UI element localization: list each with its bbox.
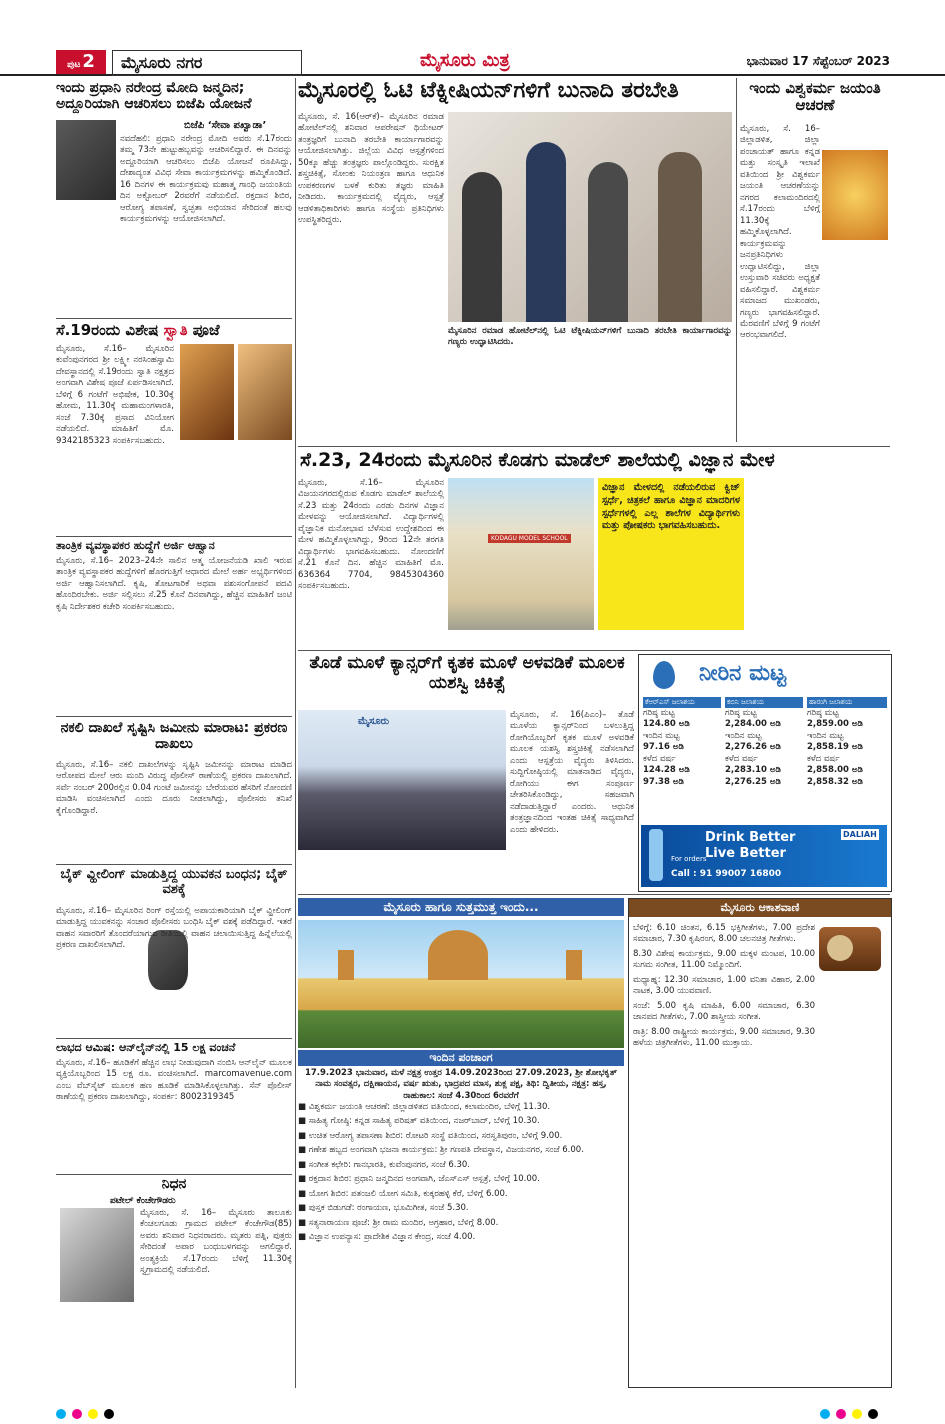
otech-person (462, 172, 502, 322)
ad-line2: Live Better (705, 846, 786, 861)
obituary-heading: ನಿಧನ (161, 1176, 187, 1192)
divider (56, 318, 292, 319)
press-meet-banner: ಮೈಸೂರು (358, 716, 390, 727)
fake-land-headline: ನಕಲಿ ದಾಖಲೆ ಸೃಷ್ಟಿಸಿ ಜಮೀನು ಮಾರಾಟ: ಪ್ರಕರಣ ದಾಖಲು (60, 720, 288, 753)
black-dot (868, 1409, 878, 1419)
modi-headline: ಇಂದು ಪ್ರಧಾನಿ ನರೇಂದ್ರ ಮೋದಿ ಜನ್ಮದಿನ; ಅದ್ದೂರಿಯಾಗಿ ಆಚರಿಸಲು ಬಿಜೆಪಿ ಯೋಜನೆ (56, 80, 252, 113)
dam-last: 2,283.10 ಅಡಿ (725, 765, 781, 776)
radio-list (633, 923, 815, 1123)
divider (56, 1174, 292, 1175)
dam-today-label: ಇಂದಿನ ಮಟ್ಟ (807, 730, 844, 741)
issue-date: ಭಾನುವಾರ 17 ಸೆಪ್ಟೆಂಬರ್ 2023 (746, 54, 890, 68)
ad-order-label: For orders (671, 855, 707, 863)
divider (56, 716, 292, 717)
palace-image (298, 920, 624, 1048)
divider (56, 864, 292, 865)
radio-box (628, 898, 892, 1388)
page-number-badge: ಪುಟ 2 (56, 50, 106, 74)
event-item: ■ ವಿಜ್ಞಾನ ಉಪನ್ಯಾಸ: ಪ್ರಾದೇಶಿಕ ವಿಜ್ಞಾನ ಕೇಂದ್ರ, ಸಂಜೆ 4.00. (298, 1232, 476, 1243)
otech-person (526, 142, 566, 322)
divider (56, 1038, 292, 1039)
science-fair-body-cont (748, 478, 890, 646)
palace-dome (428, 930, 488, 980)
events-banner: ಮೈಸೂರು ಹಾಗೂ ಸುತ್ತಮುತ್ತ ಇಂದು... (298, 898, 624, 916)
water-level-title: ನೀರಿನ ಮಟ್ಟ (699, 661, 786, 686)
science-fair-body-bottom (448, 634, 744, 646)
event-item: ■ ಸತ್ಯನಾರಾಯಣ ಪೂಜೆ: ಶ್ರೀ ರಾಮ ಮಂದಿರ, ಅಗ್ರಹಾರ, ಬೆಳಿಗ್ಗೆ 8.00. (298, 1217, 499, 1228)
dam-today: 2,858.19 ಅಡಿ (807, 742, 863, 753)
otech-headline: ಮೈಸೂರಲ್ಲಿ ಓಟಿ ಟೆಕ್ನೀಷಿಯನ್‌ಗಳಿಗೆ ಬುನಾದಿ ತರಬೇತಿ (298, 78, 679, 103)
event-item: ■ ಗಣೇಶ ಹಬ್ಬದ ಅಂಗವಾಗಿ ಭಜನಾ ಕಾರ್ಯಕ್ರಮ: ಶ್ರೀ ಗಣಪತಿ ದೇವಸ್ಥಾನ, ವಿಜಯನಗರ, ಸಂಜೆ 6.00. (298, 1145, 584, 1156)
otech-person (658, 152, 702, 322)
ad-line1: Drink Better (705, 830, 796, 845)
obituary-body: ಮೈಸೂರು, ಸೆ. 16– ಮೈಸೂರು ತಾಲೂಕು ಕೆಂಚಲಗೂಡು ಗ್ರಾಮದ ಪಟೇಲ್ ಕೆಂಚೇಗೌಡ(85) ಅವರು ಶನಿವಾರ ನಿಧನರಾದರು. ಮೃತರು ಪತ್ನಿ, ಪುತ್ರರು ಸೇರಿದಂತೆ ಅಪಾರ ಬಂಧುಬಳಗವನ್ನು ಅಗಲಿದ್ದಾರೆ. ಅಂತ್ಯಕ್ರಿಯೆ ಸೆ.17ರಂದು ಬೆಳಿಗ್ಗೆ 11.30ಕ್ಕೆ ಸ್ವಗ್ರಾಮದಲ್ಲಿ ನಡೆಯಲಿದೆ. (140, 1208, 292, 1276)
modi-subhead: ಬಿಜೆಪಿ ‘ಸೇವಾ ಪಖ್ವಾಡಾ’ (184, 120, 267, 131)
column-divider (736, 78, 737, 442)
dam-max: 2,284.00 ಅಡಿ (725, 719, 781, 730)
fraud-headline: ಲಾಭದ ಆಮಿಷ: ಆನ್‌ಲೈನ್‌ನಲ್ಲಿ 15 ಲಕ್ಷ ವಂಚನೆ (56, 1041, 236, 1054)
print-registration-marks (56, 1404, 120, 1423)
fraud-body: ಮೈಸೂರು, ಸೆ.16– ಹೂಡಿಕೆಗೆ ಹೆಚ್ಚಿನ ಲಾಭ ನೀಡುವುದಾಗಿ ನಂಬಿಸಿ ಆನ್‌ಲೈನ್ ಮೂಲಕ ವ್ಯಕ್ತಿಯೊಬ್ಬರಿಂದ 15 ಲಕ್ಷ ರೂ. ವಂಚಿಸಲಾಗಿದೆ. marcomavenue.com ಎಂಬ ವೆಬ್‌ಸೈಟ್ ಮೂಲಕ ಹಣ ಹೂಡಿಕೆ ಮಾಡಿಸಿಕೊಳ್ಳಲಾಗಿತ್ತು. ಸೆನ್ ಪೊಲೀಸ್ ಠಾಣೆಯಲ್ಲಿ ಪ್ರಕರಣ ದಾಖಲಾಗಿದ್ದು, ಸಂಪರ್ಕ: 8002319345 (56, 1058, 292, 1103)
dam-inflow: 97.38 ಅಡಿ (643, 776, 684, 787)
column-divider (295, 78, 296, 1388)
otech-event-photo (448, 112, 732, 322)
dam-name: ಕಬಿನಿ ಜಲಾಶಯ (725, 697, 803, 708)
dam-last-label: ಕಳೆದ ವರ್ಷ (807, 753, 840, 764)
cancer-body: ಮೈಸೂರು, ಸೆ. 16(ಪಿಎಂ)– ತೊಡೆ ಮೂಳೆಯ ಕ್ಯಾನ್ಸರ್‌ನಿಂದ ಬಳಲುತ್ತಿದ್ದ ರೋಗಿಯೊಬ್ಬರಿಗೆ ಕೃತಕ ಮೂಳೆ ಅಳವಡಿಕೆ ಮೂಲಕ ಯಶಸ್ವಿ ಶಸ್ತ್ರಚಿಕಿತ್ಸೆ ನಡೆಸಲಾಗಿದೆ ಎಂದು ಆಸ್ಪತ್ರೆಯ ವೈದ್ಯರು ತಿಳಿಸಿದರು. ಸುದ್ದಿಗೋಷ್ಠಿಯಲ್ಲಿ ಮಾತನಾಡಿದ ವೈದ್ಯರು, ರೋಗಿಯು ಈಗ ಸಂಪೂರ್ಣ ಚೇತರಿಸಿಕೊಂಡಿದ್ದು, ಸಹಜವಾಗಿ ನಡೆದಾಡುತ್ತಿದ್ದಾರೆ ಎಂದರು. ಆಧುನಿಕ ತಂತ್ರಜ್ಞಾನದಿಂದ ಇಂತಹ ಚಿಕಿತ್ಸೆ ಸಾಧ್ಯವಾಗಿದೆ ಎಂದು ಹೇಳಿದರು. (510, 710, 634, 835)
dam-today: 2,276.26 ಅಡಿ (725, 742, 781, 753)
dam-max-label: ಗರಿಷ್ಠ ಮಟ್ಟ (725, 708, 757, 718)
divider (56, 536, 292, 537)
dam-max-label: ಗರಿಷ್ಠ ಮಟ್ಟ (643, 708, 675, 718)
dam-last: 2,858.00 ಅಡಿ (807, 765, 863, 776)
divider (298, 650, 890, 651)
event-item: ■ ವಿಶ್ವಕರ್ಮ ಜಯಂತಿ ಆಚರಣೆ: ಜಿಲ್ಲಾಡಳಿತದ ವತಿಯಿಂದ, ಕಲಾಮಂದಿರ, ಬೆಳಿಗ್ಗೆ 11.30. (298, 1102, 551, 1112)
modi-body: ನವದೆಹಲಿ: ಪ್ರಧಾನಿ ನರೇಂದ್ರ ಮೋದಿ ಅವರು ಸೆ.17ರಂದು ತಮ್ಮ 73ನೇ ಹುಟ್ಟುಹಬ್ಬವನ್ನು ಆಚರಿಸಲಿದ್ದಾರೆ. ಈ ದಿನವನ್ನು ಅದ್ದೂರಿಯಾಗಿ ಆಚರಿಸಲು ಬಿಜೆಪಿ ಯೋಜನೆ ರೂಪಿಸಿದ್ದು, ದೇಶಾದ್ಯಂತ ವಿವಿಧ ಸೇವಾ ಕಾರ್ಯಕ್ರಮಗಳನ್ನು ಹಮ್ಮಿಕೊಂಡಿದೆ. 16 ದಿನಗಳ ಈ ಕಾರ್ಯಕ್ರಮವು ಮಹಾತ್ಮ ಗಾಂಧಿ ಜಯಂತಿಯ ದಿನ ಅಕ್ಟೋಬರ್ 2ರವರೆಗೆ ನಡೆಯಲಿದೆ. ರಕ್ತದಾನ ಶಿಬಿರ, ಆರೋಗ್ಯ ತಪಾಸಣೆ, ಸ್ವಚ್ಛತಾ ಅಭಿಯಾನ ಸೇರಿದಂತೆ ಹಲವು ಕಾರ್ಯಕ್ರಮಗಳನ್ನು ಆಯೋಜಿಸಲಾಗಿದೆ. (120, 134, 292, 225)
panchanga-text: 17.9.2023 ಭಾನುವಾರ, ಮಳೆ ನಕ್ಷತ್ರ ಉತ್ತರ 14.09.2023ರಿಂದ 27.09.2023, ಶ್ರೀ ಶೋಭಕೃತ್ ನಾಮ ಸಂವತ್ಸರ, ದಕ್ಷಿಣಾಯನ, ವರ್ಷ ಋತು, ಭಾದ್ರಪದ ಮಾಸ, ಶುಕ್ಲ ಪಕ್ಷ, ತಿಥಿ: ದ್ವಿತೀಯ, ನಕ್ಷತ್ರ: ಹಸ್ತ, ರಾಹುಕಾಲ: ಸಂಜೆ 4.30ರಿಂದ 6ರವರೆಗೆ (304, 1068, 618, 1101)
radio-item: ಸಂಜೆ: 5.00 ಕೃಷಿ ಮಾಹಿತಿ, 6.00 ಸಮಾಚಾರ, 6.30 ಜಾನಪದ ಗೀತೆಗಳು, 7.00 ಶಾಸ್ತ್ರೀಯ ಸಂಗೀತ. (633, 1000, 815, 1023)
dam-name: ಕೆಆರ್‌ಎಸ್ ಜಲಾಶಯ (643, 697, 721, 708)
dam-krs (643, 697, 721, 788)
radio-item: 8.30 ವಿಶೇಷ ಕಾರ್ಯಕ್ರಮ, 9.00 ಮಕ್ಕಳ ಮಂಟಪ, 10.00 ಸುಗಮ ಸಂಗೀತ, 11.00 ನಿಮ್ಮೊಂದಿಗೆ. (633, 948, 815, 971)
radio-title: ಮೈಸೂರು ಆಕಾಶವಾಣಿ (629, 899, 891, 917)
dam-today: 97.16 ಅಡಿ (643, 742, 684, 753)
dam-inflow: 2,276.25 ಅಡಿ (725, 776, 781, 787)
obituary-name: ಪಟೇಲ್ ಕೆಂಚೇಗೌಡರು (110, 1196, 176, 1206)
dam-name: ಹಾರಂಗಿ ಜಲಾಶಯ (807, 697, 887, 708)
section-title: ಮೈಸೂರು ನಗರ (112, 50, 302, 76)
bike-body: ಮೈಸೂರು, ಸೆ.16– ಮೈಸೂರಿನ ರಿಂಗ್ ರಸ್ತೆಯಲ್ಲಿ ಅಪಾಯಕಾರಿಯಾಗಿ ಬೈಕ್ ವ್ಹೀಲಿಂಗ್ ಮಾಡುತ್ತಿದ್ದ ಯುವಕನನ್ನು ಸಂಚಾರ ಪೊಲೀಸರು ಬಂಧಿಸಿ ಬೈಕ್ ವಶಕ್ಕೆ ಪಡೆದಿದ್ದಾರೆ. ಇತರೆ ವಾಹನ ಸವಾರರಿಗೆ ತೊಂದರೆಯಾಗುವ ರೀತಿಯಲ್ಲಿ ವಾಹನ ಚಲಾಯಿಸುತ್ತಿದ್ದ ಹಿನ್ನೆಲೆಯಲ್ಲಿ ಪ್ರಕರಣ ದಾಖಲಿಸಲಾಗಿದೆ. (56, 906, 292, 951)
tech-headline: ತಾಂತ್ರಿಕ ವ್ಯವಸ್ಥಾಪಕರ ಹುದ್ದೆಗೆ ಅರ್ಜಿ ಆಹ್ವಾನ (56, 539, 215, 552)
ad-bottle-icon (649, 829, 663, 881)
tech-body: ಮೈಸೂರು, ಸೆ.16– 2023–24ನೇ ಸಾಲಿನ ಆತ್ಮ ಯೋಜನೆಯಡಿ ಖಾಲಿ ಇರುವ ತಾಂತ್ರಿಕ ವ್ಯವಸ್ಥಾಪಕರ ಹುದ್ದೆಗಳಿಗೆ ಹೊರಗುತ್ತಿಗೆ ಆಧಾರದ ಮೇಲೆ ಅರ್ಹ ಅಭ್ಯರ್ಥಿಗಳಿಂದ ಅರ್ಜಿ ಆಹ್ವಾನಿಸಲಾಗಿದೆ. ಕೃಷಿ, ತೋಟಗಾರಿಕೆ ಅಥವಾ ಪಶುಸಂಗೋಪನೆ ಪದವಿ ಹೊಂದಿರಬೇಕು. ಅರ್ಜಿ ಸಲ್ಲಿಸಲು ಸೆ.25 ಕೊನೆ ದಿನವಾಗಿದ್ದು, ಹೆಚ್ಚಿನ ಮಾಹಿತಿಗೆ ಜಂಟಿ ಕೃಷಿ ನಿರ್ದೇಶಕರ ಕಚೇರಿ ಸಂಪರ್ಕಿಸಬಹುದು. (56, 556, 292, 612)
swathi-deity-photo (180, 344, 234, 440)
dam-max: 2,859.00 ಅಡಿ (807, 719, 863, 730)
radio-item: ಬೆಳಿಗ್ಗೆ: 6.10 ಚಿಂತನ, 6.15 ಭಕ್ತಿಗೀತೆಗಳು, 7.00 ಪ್ರದೇಶ ಸಮಾಚಾರ, 7.30 ಕೃಷಿರಂಗ, 8.00 ಚಲನಚಿತ್ರ ಗೀತೆಗಳು. (633, 923, 815, 945)
masthead: ಮೈಸೂರು ಮಿತ್ರ (420, 50, 510, 71)
science-fair-body: ಮೈಸೂರು, ಸೆ.16– ಮೈಸೂರಿನ ವಿಜಯನಗರದಲ್ಲಿರುವ ಕೊಡಗು ಮಾಡೆಲ್ ಶಾಲೆಯಲ್ಲಿ ಸೆ.23 ಮತ್ತು 24ರಂದು ಎರಡು ದಿನಗಳ ವಿಜ್ಞಾನ ಮೇಳವನ್ನು ಆಯೋಜಿಸಲಾಗಿದೆ. ವಿದ್ಯಾರ್ಥಿಗಳಲ್ಲಿ ವೈಜ್ಞಾನಿಕ ಮನೋಭಾವ ಬೆಳೆಸುವ ಉದ್ದೇಶದಿಂದ ಈ ಮೇಳ ಹಮ್ಮಿಕೊಳ್ಳಲಾಗಿದ್ದು, 9ರಿಂದ 12ನೇ ತರಗತಿ ವಿದ್ಯಾರ್ಥಿಗಳು ಭಾಗವಹಿಸಬಹುದು. ನೋಂದಣಿಗೆ ಸೆ.21 ಕೊನೆ ದಿನ. ಹೆಚ್ಚಿನ ಮಾಹಿತಿಗೆ ಮೊ. 636364 7704, 9845304360 ಸಂಪರ್ಕಿಸಬಹುದು. (298, 478, 444, 592)
science-fair-headline: ಸೆ.23, 24ರಂದು ಮೈಸೂರಿನ ಕೊಡಗು ಮಾಡೆಲ್ ಶಾಲೆಯಲ್ಲಿ ವಿಜ್ಞಾನ ಮೇಳ (300, 449, 775, 471)
palace-tower-left (338, 950, 354, 980)
modi-photo (56, 120, 116, 200)
palace-tower-right (566, 950, 582, 980)
event-item: ■ ಸಾಹಿತ್ಯ ಗೋಷ್ಠಿ: ಕನ್ನಡ ಸಾಹಿತ್ಯ ಪರಿಷತ್ ವತಿಯಿಂದ, ನಜರ್‌ಬಾದ್, ಬೆಳಿಗ್ಗೆ 10.30. (298, 1116, 540, 1127)
school-sign: KODAGU MODEL SCHOOL (488, 534, 571, 543)
event-item: ■ ಉಚಿತ ಆರೋಗ್ಯ ತಪಾಸಣಾ ಶಿಬಿರ: ರೋಟರಿ ಸಂಸ್ಥೆ ವತಿಯಿಂದ, ಸರಸ್ವತಿಪುರಂ, ಬೆಳಿಗ್ಗೆ 9.00. (298, 1130, 563, 1141)
event-item: ■ ಯೋಗ ಶಿಬಿರ: ಪತಂಜಲಿ ಯೋಗ ಸಮಿತಿ, ಕುಕ್ಕರಹಳ್ಳಿ ಕೆರೆ, ಬೆಳಿಗ್ಗೆ 6.00. (298, 1188, 508, 1199)
dam-last-label: ಕಳೆದ ವರ್ಷ (725, 753, 758, 764)
dam-last-label: ಕಳೆದ ವರ್ಷ (643, 753, 676, 764)
black-dot (104, 1409, 114, 1419)
swathi-priest-photo (238, 344, 292, 440)
radio-speaker (827, 935, 853, 961)
vishwakarma-body-cont (740, 248, 890, 442)
water-drop-icon (653, 661, 675, 689)
press-meet-photo (298, 710, 506, 850)
cancer-body-cont (298, 854, 634, 890)
cyan-dot (820, 1409, 830, 1419)
dam-today-label: ಇಂದಿನ ಮಟ್ಟ (725, 730, 762, 741)
cancer-headline: ತೊಡೆ ಮೂಳೆ ಕ್ಯಾನ್ಸರ್‌ಗೆ ಕೃತಕ ಮೂಳೆ ಅಳವಡಿಕೆ ಮೂಲಕ ಯಶಸ್ವಿ ಚಿಕಿತ್ಸೆ (309, 653, 625, 693)
radio-item: ರಾತ್ರಿ: 8.00 ರಾಷ್ಟ್ರೀಯ ಕಾರ್ಯಕ್ರಮ, 9.00 ಸಮಾಚಾರ, 9.30 ಹಳೆಯ ಚಿತ್ರಗೀತೆಗಳು, 11.00 ಮುಕ್ತಾಯ. (633, 1026, 815, 1049)
science-fair-callout: ವಿಜ್ಞಾನ ಮೇಳದಲ್ಲಿ ನಡೆಯಲಿರುವ ಕ್ವಿಜ್ ಸ್ಪರ್ಧೆ, ಚಿತ್ರಕಲೆ ಹಾಗೂ ವಿಜ್ಞಾನ ಮಾದರಿಗಳ ಸ್ಪರ್ಧೆಗಳಲ್ಲಿ ಎಲ್ಲ ಶಾಲೆಗಳ ವಿದ್ಯಾರ್ಥಿಗಳು ಮತ್ತು ಪೋಷಕರು ಭಾಗವಹಿಸಬಹುದು. (598, 478, 744, 630)
radio-icon (819, 927, 881, 971)
cyan-dot (56, 1409, 66, 1419)
event-item: ■ ಪುಸ್ತಕ ಬಿಡುಗಡೆ: ರಂಗಾಯಣ, ಭೂಮಿಗೀತ, ಸಂಜೆ 5.30. (298, 1203, 469, 1214)
water-level-box (638, 654, 892, 892)
water-ad (641, 825, 887, 887)
swathi-headline: ಸೆ.19ರಂದು ವಿಶೇಷ ಸ್ವಾತಿ ಪೂಜೆ (56, 321, 220, 339)
otech-caption: ಮೈಸೂರಿನ ರಮಾಡ ಹೋಟೆಲ್‌ನಲ್ಲಿ ಓಟಿ ಟೆಕ್ನೀಷಿಯನ್‌ಗಳಿಗೆ ಬುನಾದಿ ತರಬೇತಿ ಕಾರ್ಯಾಗಾರವನ್ನು ಗಣ್ಯರು ಉದ್ಘಾಟಿಸಿದರು. (448, 326, 732, 348)
vishwakarma-headline: ಇಂದು ವಿಶ್ವಕರ್ಮ ಜಯಂತಿ ಆಚರಣೆ (749, 79, 881, 115)
yellow-dot (852, 1409, 862, 1419)
magenta-dot (836, 1409, 846, 1419)
otech-body-cont (448, 370, 732, 442)
otech-person (588, 162, 628, 322)
ad-brand: DALIAH (843, 830, 877, 839)
event-item: ■ ಸಂಗೀತ ಕಛೇರಿ: ಗಾನಭಾರತಿ, ಕುವೆಂಪುನಗರ, ಸಂಜೆ 6.30. (298, 1159, 470, 1170)
dam-kabini (725, 697, 803, 788)
events-list (298, 1102, 624, 1386)
ad-phone: Call : 91 99007 16800 (671, 869, 782, 879)
magenta-dot (72, 1409, 82, 1419)
divider (298, 446, 890, 447)
school-building-photo (448, 478, 594, 630)
dam-today-label: ಇಂದಿನ ಮಟ್ಟ (643, 730, 680, 741)
bike-headline: ಬೈಕ್ ವ್ಹೀಲಿಂಗ್ ಮಾಡುತ್ತಿದ್ದ ಯುವಕನ ಬಂಧನ; ಬೈಕ್ ವಶಕ್ಕೆ (60, 867, 288, 897)
dam-max-label: ಗರಿಷ್ಠ ಮಟ್ಟ (807, 708, 839, 718)
vishwakarma-deity-image (822, 150, 888, 240)
event-item: ■ ರಕ್ತದಾನ ಶಿಬಿರ: ಪ್ರಧಾನಿ ಜನ್ಮದಿನದ ಅಂಗವಾಗಿ, ಜೆಎಸ್‌ಎಸ್ ಆಸ್ಪತ್ರೆ, ಬೆಳಿಗ್ಗೆ 10.00. (298, 1174, 540, 1185)
divider (298, 894, 890, 895)
fake-land-body: ಮೈಸೂರು, ಸೆ.16– ನಕಲಿ ದಾಖಲೆಗಳನ್ನು ಸೃಷ್ಟಿಸಿ ಜಮೀನನ್ನು ಮಾರಾಟ ಮಾಡಿದ ಆರೋಪದ ಮೇಲೆ ಆರು ಮಂದಿ ವಿರುದ್ಧ ಪೊಲೀಸ್ ಠಾಣೆಯಲ್ಲಿ ಪ್ರಕರಣ ದಾಖಲಾಗಿದೆ. ಸರ್ವೆ ನಂಬರ್ 200ರಲ್ಲಿನ 0.04 ಗುಂಟೆ ಜಮೀನನ್ನು ಬೇರೆಯವರ ಹೆಸರಿಗೆ ನೋಂದಣಿ ಮಾಡಿಸಿ ವಂಚಿಸಲಾಗಿದೆ ಎಂದು ದೂರು ನೀಡಲಾಗಿದ್ದು, ಪೊಲೀಸರು ತನಿಖೆ ಕೈಗೊಂಡಿದ್ದಾರೆ. (56, 760, 292, 816)
panchanga-title: ಇಂದಿನ ಪಂಚಾಂಗ (298, 1050, 624, 1066)
vishwakarma-body: ಮೈಸೂರು, ಸೆ. 16– ಜಿಲ್ಲಾಡಳಿತ, ಜಿಲ್ಲಾ ಪಂಚಾಯತ್ ಹಾಗೂ ಕನ್ನಡ ಮತ್ತು ಸಂಸ್ಕೃತಿ ಇಲಾಖೆ ವತಿಯಿಂದ ಶ್ರೀ ವಿಶ್ವಕರ್ಮ ಜಯಂತಿ ಆಚರಣೆಯನ್ನು ನಗರದ ಕಲಾಮಂದಿರದಲ್ಲಿ ಸೆ.17ರಂದು ಬೆಳಿಗ್ಗೆ 11.30ಕ್ಕೆ ಹಮ್ಮಿಕೊಳ್ಳಲಾಗಿದೆ. ಕಾರ್ಯಕ್ರಮವನ್ನು ಜನಪ್ರತಿನಿಧಿಗಳು ಉದ್ಘಾಟಿಸಲಿದ್ದು, ಜಿಲ್ಲಾ ಉಸ್ತುವಾರಿ ಸಚಿವರು ಅಧ್ಯಕ್ಷತೆ ವಹಿಸಲಿದ್ದಾರೆ. ವಿಶ್ವಕರ್ಮ ಸಮಾಜದ ಮುಖಂಡರು, ಗಣ್ಯರು ಭಾಗವಹಿಸಲಿದ್ದಾರೆ. ಮೆರವಣಿಗೆ ಬೆಳಿಗ್ಗೆ 9 ಗಂಟೆಗೆ ಆರಂಭವಾಗಲಿದೆ. (740, 124, 820, 341)
otech-body: ಮೈಸೂರು, ಸೆ. 16(ಆರ್‌ಕೆ)– ಮೈಸೂರಿನ ರಮಾಡ ಹೋಟೆಲ್‌ನಲ್ಲಿ ಶನಿವಾರ ಆಪರೇಷನ್ ಥಿಯೇಟರ್ ತಂತ್ರಜ್ಞರಿಗೆ ಬುನಾದಿ ತರಬೇತಿ ಕಾರ್ಯಾಗಾರವನ್ನು ಆಯೋಜಿಸಲಾಗಿತ್ತು. ಜಿಲ್ಲೆಯ ವಿವಿಧ ಆಸ್ಪತ್ರೆಗಳಿಂದ 50ಕ್ಕೂ ಹೆಚ್ಚು ತಂತ್ರಜ್ಞರು ಪಾಲ್ಗೊಂಡಿದ್ದರು. ಸುರಕ್ಷಿತ ಶಸ್ತ್ರಚಿಕಿತ್ಸೆ, ಸೋಂಕು ನಿಯಂತ್ರಣ ಹಾಗೂ ಆಧುನಿಕ ಉಪಕರಣಗಳ ಬಳಕೆ ಕುರಿತು ತಜ್ಞರು ಮಾಹಿತಿ ನೀಡಿದರು. ಕಾರ್ಯಕ್ರಮದಲ್ಲಿ ವೈದ್ಯರು, ಆಸ್ಪತ್ರೆ ಆಡಳಿತಾಧಿಕಾರಿಗಳು ಹಾಗೂ ಸಂಸ್ಥೆಯ ಪ್ರತಿನಿಧಿಗಳು ಉಪಸ್ಥಿತರಿದ್ದರು. (298, 112, 444, 226)
obituary-photo (60, 1208, 134, 1302)
dam-harangi (807, 697, 887, 788)
yellow-dot (88, 1409, 98, 1419)
radio-item: ಮಧ್ಯಾಹ್ನ: 12.30 ಸಮಾಚಾರ, 1.00 ವನಿತಾ ವಿಹಾರ, 2.00 ನಾಟಕ, 3.00 ಯುವವಾಣಿ. (633, 974, 815, 997)
dam-last: 124.28 ಅಡಿ (643, 765, 690, 776)
dam-max: 124.80 ಅಡಿ (643, 719, 690, 730)
print-registration-marks (820, 1404, 884, 1423)
swathi-body: ಮೈಸೂರು, ಸೆ.16– ಮೈಸೂರಿನ ಕುವೆಂಪುನಗರದ ಶ್ರೀ ಲಕ್ಷ್ಮೀ ನರಸಿಂಹಸ್ವಾಮಿ ದೇವಸ್ಥಾನದಲ್ಲಿ ಸೆ.19ರಂದು ಸ್ವಾತಿ ನಕ್ಷತ್ರದ ಅಂಗವಾಗಿ ವಿಶೇಷ ಪೂಜೆ ಏರ್ಪಡಿಸಲಾಗಿದೆ. ಬೆಳಿಗ್ಗೆ 6 ಗಂಟೆಗೆ ಅಭಿಷೇಕ, 10.30ಕ್ಕೆ ಹೋಮ, 11.30ಕ್ಕೆ ಮಹಾಮಂಗಳಾರತಿ, ಸಂಜೆ 7.30ಕ್ಕೆ ಪ್ರಸಾದ ವಿನಿಯೋಗ ನಡೆಯಲಿದೆ. ಮಾಹಿತಿಗೆ ಮೊ. 9342185323 ಸಂಪರ್ಕಿಸಬಹುದು. (56, 344, 174, 446)
dam-inflow: 2,858.32 ಅಡಿ (807, 776, 863, 787)
